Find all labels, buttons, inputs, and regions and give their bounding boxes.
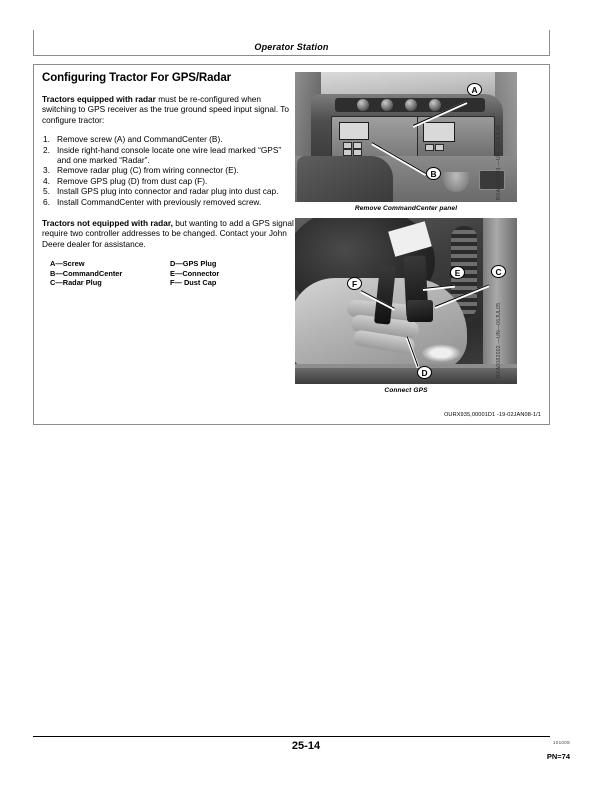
figure-remove-commandcenter bbox=[295, 72, 517, 212]
callout-f: F bbox=[347, 277, 362, 290]
intro-bold-lead: Tractors equipped with radar bbox=[42, 94, 156, 104]
photo-knob bbox=[357, 99, 369, 111]
section-title: Configuring Tractor For GPS/Radar bbox=[42, 72, 232, 84]
footer-date-code: 101008 bbox=[552, 740, 570, 745]
step-text: Remove GPS plug (D) from dust cap (F). bbox=[57, 175, 208, 186]
photo-button bbox=[343, 142, 352, 149]
step-number: 3. bbox=[43, 165, 50, 176]
footer-divider bbox=[33, 736, 550, 737]
note-paragraph bbox=[42, 218, 294, 249]
step-number: 6. bbox=[43, 196, 50, 207]
step-text: Install CommandCenter with previously removed screw. bbox=[57, 196, 262, 207]
legend-key: A— bbox=[50, 259, 63, 269]
legend-key: E— bbox=[170, 268, 183, 278]
callout-a: A bbox=[467, 83, 482, 96]
step-text: Inside right-hand console locate one wire lead marked “GPS” and one marked “Radar”. bbox=[57, 144, 282, 166]
step-number: 1. bbox=[43, 134, 50, 145]
photo-gps-connector bbox=[295, 218, 517, 384]
legend-label: Dust Cap bbox=[181, 278, 217, 288]
callout-c: C bbox=[491, 265, 506, 278]
step-item bbox=[42, 145, 294, 166]
photo-button bbox=[353, 149, 362, 156]
photo-display-screen bbox=[423, 122, 455, 142]
footer-pn: PN=74 bbox=[546, 752, 570, 761]
legend-entry bbox=[50, 259, 170, 269]
photo-armrest bbox=[297, 156, 393, 202]
step-item bbox=[42, 186, 294, 196]
intro-paragraph bbox=[42, 94, 294, 125]
photo-loose-wires bbox=[421, 344, 461, 362]
photo-floor bbox=[295, 368, 517, 384]
note-body: but wanting to add a GPS signal require two controller addresses to be changed. Contact your John Deere dealer for assistance. bbox=[42, 218, 294, 249]
photo-knob bbox=[405, 99, 417, 111]
legend-label: Connector bbox=[182, 268, 220, 278]
photo-operator-console bbox=[295, 72, 517, 202]
legend-entry bbox=[50, 269, 170, 279]
intro-body: must be re-configured when switching to GPS receiver as the true ground speed input signal. To configure tractor: bbox=[42, 94, 290, 125]
legend-label: Screw bbox=[62, 259, 85, 269]
step-number: 5. bbox=[43, 186, 50, 197]
callout-e: E bbox=[450, 266, 465, 279]
text-column bbox=[42, 72, 294, 288]
figure-caption: Remove CommandCenter panel bbox=[354, 205, 458, 212]
legend-key: C— bbox=[50, 278, 63, 288]
legend-entry bbox=[170, 278, 294, 288]
photo-knob bbox=[429, 99, 441, 111]
page-number: 25-14 bbox=[291, 740, 321, 752]
step-item bbox=[42, 197, 294, 207]
photo-button bbox=[435, 144, 444, 151]
photo-display-screen bbox=[339, 122, 369, 140]
step-item bbox=[42, 134, 294, 144]
figure-caption: Connect GPS bbox=[384, 387, 428, 394]
step-number: 4. bbox=[43, 175, 50, 186]
legend-key: D— bbox=[170, 259, 183, 269]
step-item bbox=[42, 165, 294, 175]
page-header-title: Operator Station bbox=[254, 42, 329, 52]
step-item bbox=[42, 176, 294, 186]
note-bold-lead: Tractors not equipped with radar, bbox=[42, 218, 173, 229]
photo-button bbox=[353, 142, 362, 149]
legend-key: F— bbox=[170, 278, 182, 288]
legend-label: GPS Plug bbox=[182, 259, 217, 269]
callout-b: B bbox=[426, 167, 441, 180]
photo-knob bbox=[381, 99, 393, 111]
callout-d: D bbox=[417, 366, 432, 379]
photo-credit-id-2: RXA0082002 —UN—06JUL05 bbox=[496, 302, 502, 378]
content-frame bbox=[33, 64, 550, 425]
figure-connect-gps bbox=[295, 218, 517, 394]
photo-button bbox=[425, 144, 434, 151]
legend-label: CommandCenter bbox=[62, 268, 123, 278]
photo-button bbox=[343, 149, 352, 156]
legend-entry bbox=[50, 278, 170, 288]
page-header bbox=[33, 30, 550, 56]
legend-entry bbox=[170, 259, 294, 269]
photo-radar-plug bbox=[407, 300, 433, 322]
step-text: Install GPS plug into connector and radar plug into dust cap. bbox=[57, 186, 279, 197]
legend-key: B— bbox=[50, 268, 63, 278]
legend-entry bbox=[170, 269, 294, 279]
document-reference-id: OURX935,00001D1 -19-02JAN08-1/1 bbox=[443, 412, 541, 418]
procedure-steps bbox=[42, 134, 294, 207]
legend-label: Radar Plug bbox=[62, 278, 102, 288]
step-text: Remove radar plug (C) from wiring connector (E). bbox=[57, 165, 239, 176]
step-text: Remove screw (A) and CommandCenter (B). bbox=[57, 134, 223, 145]
step-number: 2. bbox=[43, 144, 50, 155]
callout-legend bbox=[50, 259, 294, 288]
photo-credit-id-1: RXA0082001 —UN—06JUL05 bbox=[496, 124, 502, 200]
